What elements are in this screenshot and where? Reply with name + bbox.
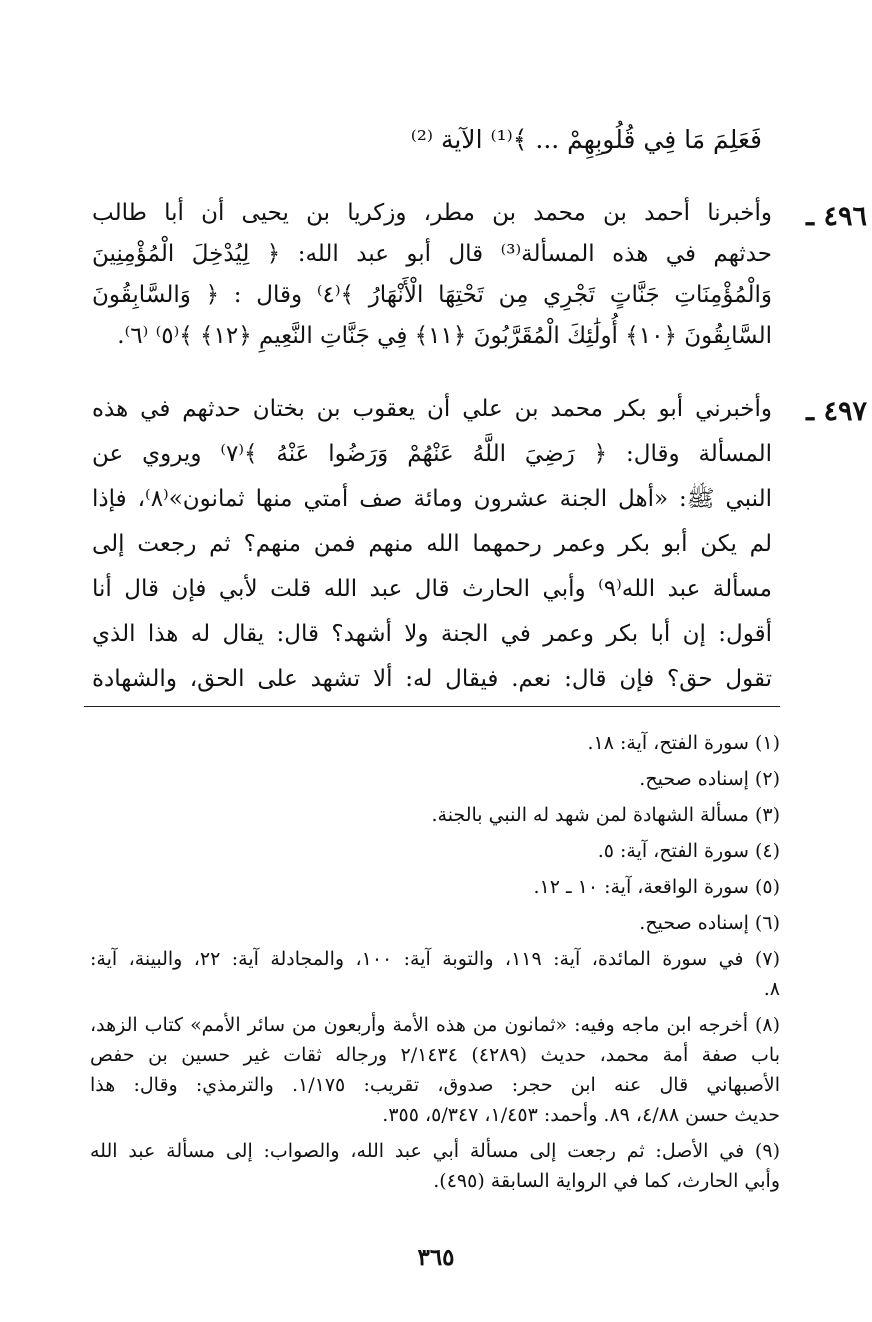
entry-number: ٤٩٦ ـ bbox=[806, 201, 867, 232]
entry-line: وأخبرني أبو بكر محمد بن علي أن يعقوب بن بختان حدثهم في هذه bbox=[92, 396, 772, 422]
footnote-line: حديث حسن ٤/٨٨، ٨٩. وأحمد: ١/٤٥٣، ٥/٣٤٧، ٣٥٥. bbox=[382, 1104, 780, 1126]
footnote-3 bbox=[90, 800, 780, 830]
entry-line: المسألة وقال: ﴿ رَضِيَ اللَّهُ عَنْهُمْ وَرَضُوا عَنْهُ ﴾⁽٧⁾ ويروي عن bbox=[92, 441, 773, 467]
entry-line: لم يكن أبو بكر وعمر رحمهما الله منهم فمن منهم؟ ثم رجعت إلى bbox=[92, 531, 772, 557]
header-verse-line: فَعَلِمَ مَا فِي قُلُوبِهِمْ ... ﴾⁽¹⁾ الآية ⁽²⁾ bbox=[410, 125, 762, 154]
page-number: ٣٦٥ bbox=[417, 1244, 455, 1271]
entry-line: وأخبرنا أحمد بن محمد بن مطر، وزكريا بن يحيى أن أبا طالب bbox=[92, 200, 772, 226]
footnote-5 bbox=[90, 872, 780, 902]
entry-497 bbox=[92, 390, 867, 705]
footnote-line: الأصبهاني قال عنه ابن حجر: صدوق، تقريب: ١/١٧٥. والترمذي: وقال: هذا bbox=[90, 1074, 780, 1096]
footnote-line: وأبي الحارث، كما في الرواية السابقة (٤٩٥). bbox=[433, 1170, 780, 1192]
footnote-4 bbox=[90, 836, 780, 866]
entry-line: تقول حق؟ فإن قال: نعم. فيقال له: ألا تشهد على الحق، والشهادة bbox=[92, 666, 772, 692]
footnotes bbox=[90, 728, 780, 1202]
footnote-8 bbox=[90, 1010, 780, 1130]
entry-line: النبي ﷺ: «أهل الجنة عشرون ومائة صف أمتي منها ثمانون»⁽٨⁾، فإذا bbox=[92, 486, 772, 512]
footnote-line: (٤) سورة الفتح، آية: ٥. bbox=[597, 840, 780, 862]
footnote-line: (٣) مسألة الشهادة لمن شهد له النبي بالجنة. bbox=[431, 804, 780, 826]
footnote-line: (٥) سورة الواقعة، آية: ١٠ ـ ١٢. bbox=[533, 876, 780, 898]
footnote-line: (٧) في سورة المائدة، آية: ١١٩، والتوبة آية: ١٠٠، والمجادلة آية: ٢٢، والبينة، آية: bbox=[90, 948, 780, 970]
footnote-line: ٨. bbox=[763, 978, 780, 1000]
footnote-6 bbox=[90, 908, 780, 938]
entry-line: حدثهم في هذه المسألة⁽³⁾ قال أبو عبد الله: ﴿ لِيُدْخِلَ الْمُؤْمِنِينَ bbox=[92, 241, 772, 267]
footnote-7 bbox=[90, 944, 780, 1004]
entry-496 bbox=[92, 195, 867, 359]
footnote-1 bbox=[90, 728, 780, 758]
entry-number: ٤٩٧ ـ bbox=[806, 396, 867, 427]
footnote-2 bbox=[90, 764, 780, 794]
footnote-line: (٨) أخرجه ابن ماجه وفيه: «ثمانون من هذه الأمة وأربعون من سائر الأمم» كتاب الزهد، bbox=[90, 1014, 780, 1036]
entry-line: وَالْمُؤْمِنَاتِ جَنَّاتٍ تَجْرِي مِن تَحْتِهَا الْأَنْهَارُ ﴾⁽٤⁾ وقال : ﴿ وَالسَّابِقُونَ bbox=[92, 282, 772, 308]
footnote-divider bbox=[84, 706, 780, 707]
entry-line: السَّابِقُونَ ﴿١٠﴾ أُولَٰئِكَ الْمُقَرَّبُونَ ﴿١١﴾ فِي جَنَّاتِ النَّعِيمِ ﴿١٢﴾ ﴾⁽٥⁾ ⁽٦⁾. bbox=[117, 323, 772, 349]
footnote-9 bbox=[90, 1136, 780, 1196]
entry-line: مسألة عبد الله⁽٩⁾ وأبي الحارث قال عبد الله قلت لأبي فإن قال أنا bbox=[92, 576, 772, 602]
footnote-line: (١) سورة الفتح، آية: ١٨. bbox=[587, 732, 780, 754]
footnote-line: (٩) في الأصل: ثم رجعت إلى مسألة أبي عبد الله، والصواب: إلى مسألة عبد الله bbox=[90, 1140, 780, 1162]
entry-line: أقول: إن أبا بكر وعمر في الجنة ولا أشهد؟ قال: يقال له هذا الذي bbox=[92, 621, 773, 647]
footnote-line: باب صفة أمة محمد، حديث (٤٢٨٩) ٢/١٤٣٤ ورجاله ثقات غير حسين بن حفص bbox=[90, 1044, 781, 1066]
footnote-line: (٢) إسناده صحيح. bbox=[639, 768, 780, 790]
footnote-line: (٦) إسناده صحيح. bbox=[639, 912, 780, 934]
